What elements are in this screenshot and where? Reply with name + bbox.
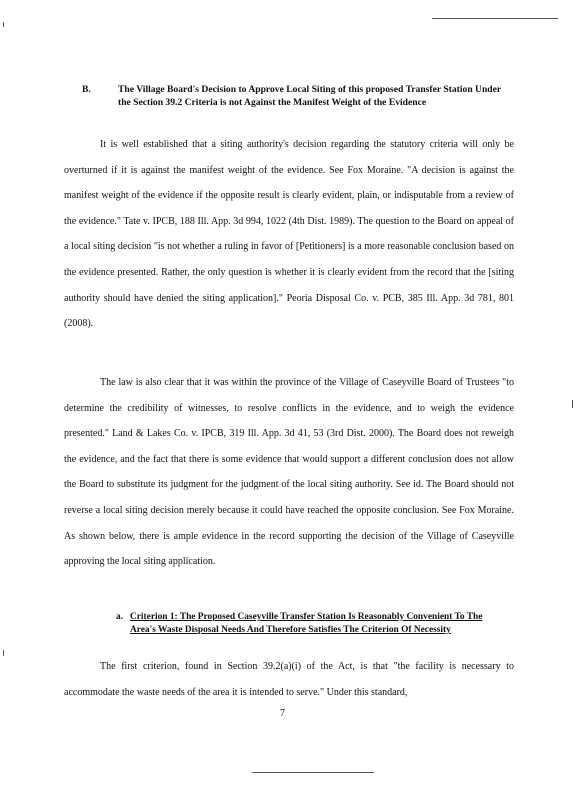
header-rule: [432, 18, 558, 19]
footer-rule: [252, 772, 374, 773]
page-number: 7: [280, 708, 285, 719]
left-margin-mark: [3, 22, 4, 27]
left-margin-mark-lower: [3, 650, 4, 656]
right-margin-mark: [572, 400, 573, 408]
paragraph-province-of-board: The law is also clear that it was within the province of the Village of Caseyville Board of Trustees "to determine the credibility of witnesses, to resolve conflicts in the evidence, and to weigh the evidence presented." Land & Lakes Co. v. IPCB, 319 Ill. App. 3d 41, 53 (3rd Dist. 2000). The Board does not reweigh the evidence, and the fact that there is some evidence that would support a different conclusion does not allow the Board to substitute its judgment for the judgment of the local siting authority. See id. The Board should not reverse a local siting decision merely because it could have reached the opposite conclusion. See Fox Moraine. As shown below, there is ample evidence in the record supporting the decision of the Village of Caseyville approving the local siting application.: [64, 377, 514, 568]
section-b-letter: B.: [82, 84, 91, 95]
paragraph-first-criterion: The first criterion, found in Section 39.2(a)(i) of the Act, is that "the facility is necessary to accommodate the waste needs of the area it is intended to serve." Under this standard,: [64, 661, 514, 698]
section-b-title: The Village Board's Decision to Approve Local Siting of this proposed Transfer Station Under the Section 39.2 Criteria is not Against the Manifest Weight of the Evidence: [118, 84, 501, 108]
section-a-letter: a.: [116, 612, 124, 622]
paragraph-standard-of-review: It is well established that a siting authority's decision regarding the statutory criteria will only be overturned if it is against the manifest weight of the evidence. See Fox Moraine. "A decision is against the manifest weight of the evidence if the opposite result is clearly evident, plain, or indisputable from a review of the evidence." Tate v. IPCB, 188 Ill. App. 3d 994, 1022 (4th Dist. 1989). The question to the Board on appeal of a local siting decision "is not whether a ruling in favor of [Petitioners] is a more reasonable conclusion based on the evidence presented. Rather, the only question is whether it is clearly evident from the record that the [siting authority should have denied the siting application]." Peoria Disposal Co. v. PCB, 385 Ill. App. 3d 781, 801 (2008).: [64, 139, 514, 330]
section-a-title: Criterion 1: The Proposed Caseyville Transfer Station Is Reasonably Convenient To The Area's Waste Disposal Needs And Therefore Satisfies The Criterion Of Necessity: [130, 612, 483, 635]
